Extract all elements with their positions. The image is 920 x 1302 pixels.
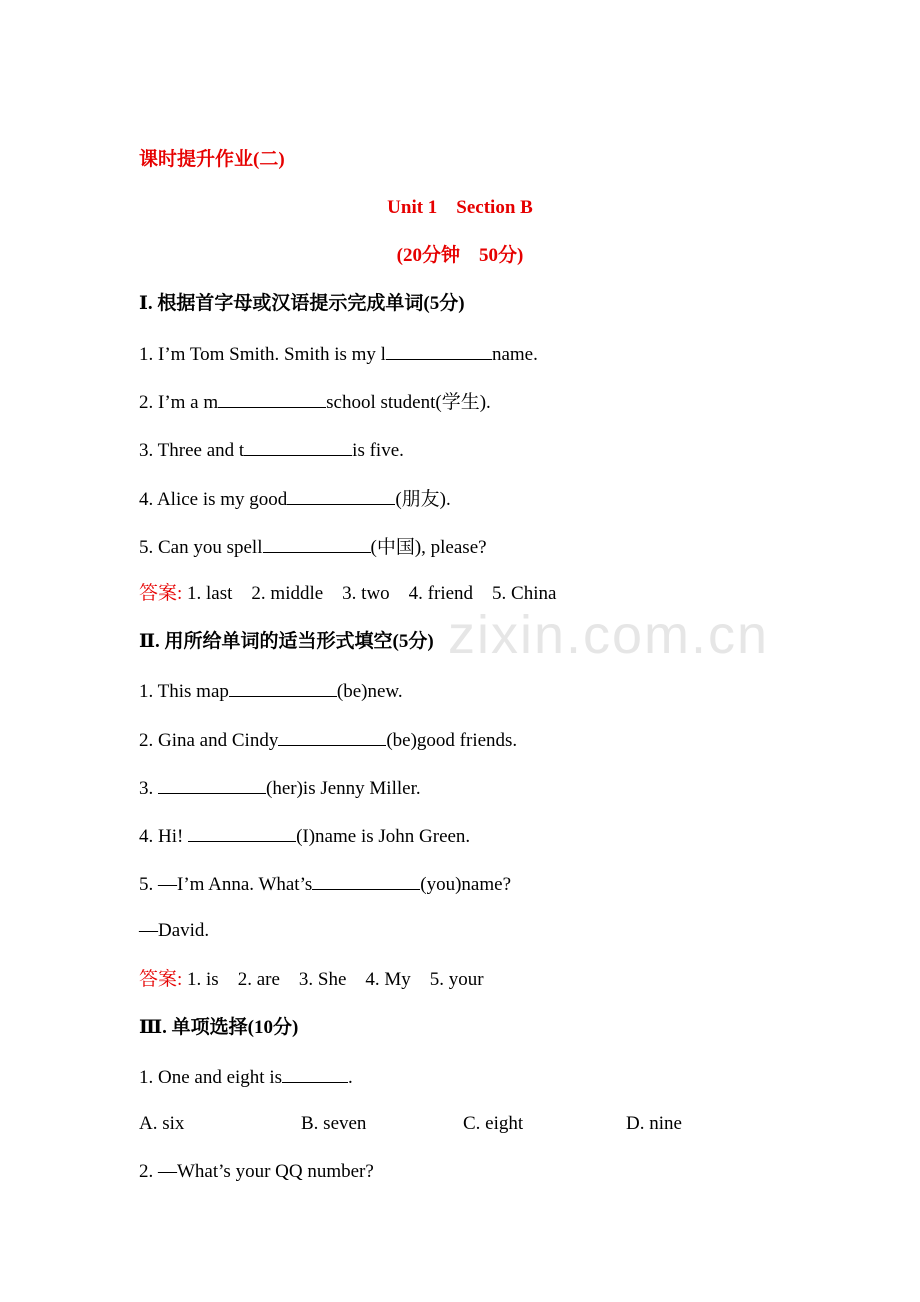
answer-blank: [158, 775, 266, 794]
answer-blank: [263, 534, 371, 553]
s1-q4: 4. Alice is my good (朋友).: [139, 486, 451, 512]
unit-heading: Unit 1 Section B: [387, 197, 533, 218]
answer-blank: [229, 678, 337, 697]
answer-blank: [386, 341, 492, 360]
option-a: A. six: [139, 1113, 185, 1134]
s2-q1: 1. This map (be)new.: [139, 678, 403, 704]
s2-answer: 答案: 1. is 2. are 3. She 4. My 5. your: [139, 969, 484, 990]
watermark: zixin.com.cn: [448, 605, 770, 665]
s1-q2: 2. I’m a m school student(学生).: [139, 389, 491, 415]
answer-blank: [188, 823, 296, 842]
s2-q4: 4. Hi! (I)name is John Green.: [139, 823, 470, 849]
section-1-heading: Ⅰ. 根据首字母或汉语提示完成单词(5分): [139, 293, 465, 314]
s3-q2: 2. —What’s your QQ number?: [139, 1161, 374, 1182]
s2-q5: 5. —I’m Anna. What’s (you)name?: [139, 871, 511, 897]
s2-q3: 3. (her)is Jenny Miller.: [139, 775, 421, 801]
s1-q5: 5. Can you spell (中国), please?: [139, 534, 487, 560]
option-c: C. eight: [463, 1113, 524, 1134]
answer-blank: [287, 486, 395, 505]
page-title: 课时提升作业(二): [139, 149, 285, 170]
section-3-heading: Ⅲ. 单项选择(10分): [139, 1017, 299, 1038]
time-score: (20分钟 50分): [396, 245, 524, 266]
answer-blank: [244, 437, 352, 456]
answer-label: 答案:: [139, 583, 183, 604]
s1-q1: 1. I’m Tom Smith. Smith is my l name.: [139, 341, 538, 367]
option-b: B. seven: [301, 1113, 367, 1134]
answer-blank: [312, 871, 420, 890]
s2-q2: 2. Gina and Cindy (be)good friends.: [139, 727, 517, 753]
s1-answer: 答案: 1. last 2. middle 3. two 4. friend 5. China: [139, 583, 557, 604]
section-2-heading: Ⅱ. 用所给单词的适当形式填空(5分): [139, 631, 434, 652]
answer-blank: [278, 727, 386, 746]
answer-blank: [218, 389, 326, 408]
s1-q3: 3. Three and t is five.: [139, 437, 404, 463]
answer-label: 答案:: [139, 969, 183, 990]
answer-blank: [282, 1064, 348, 1083]
option-d: D. nine: [626, 1113, 682, 1134]
s3-q1: 1. One and eight is .: [139, 1064, 353, 1090]
s2-q5-reply: —David.: [139, 920, 210, 941]
